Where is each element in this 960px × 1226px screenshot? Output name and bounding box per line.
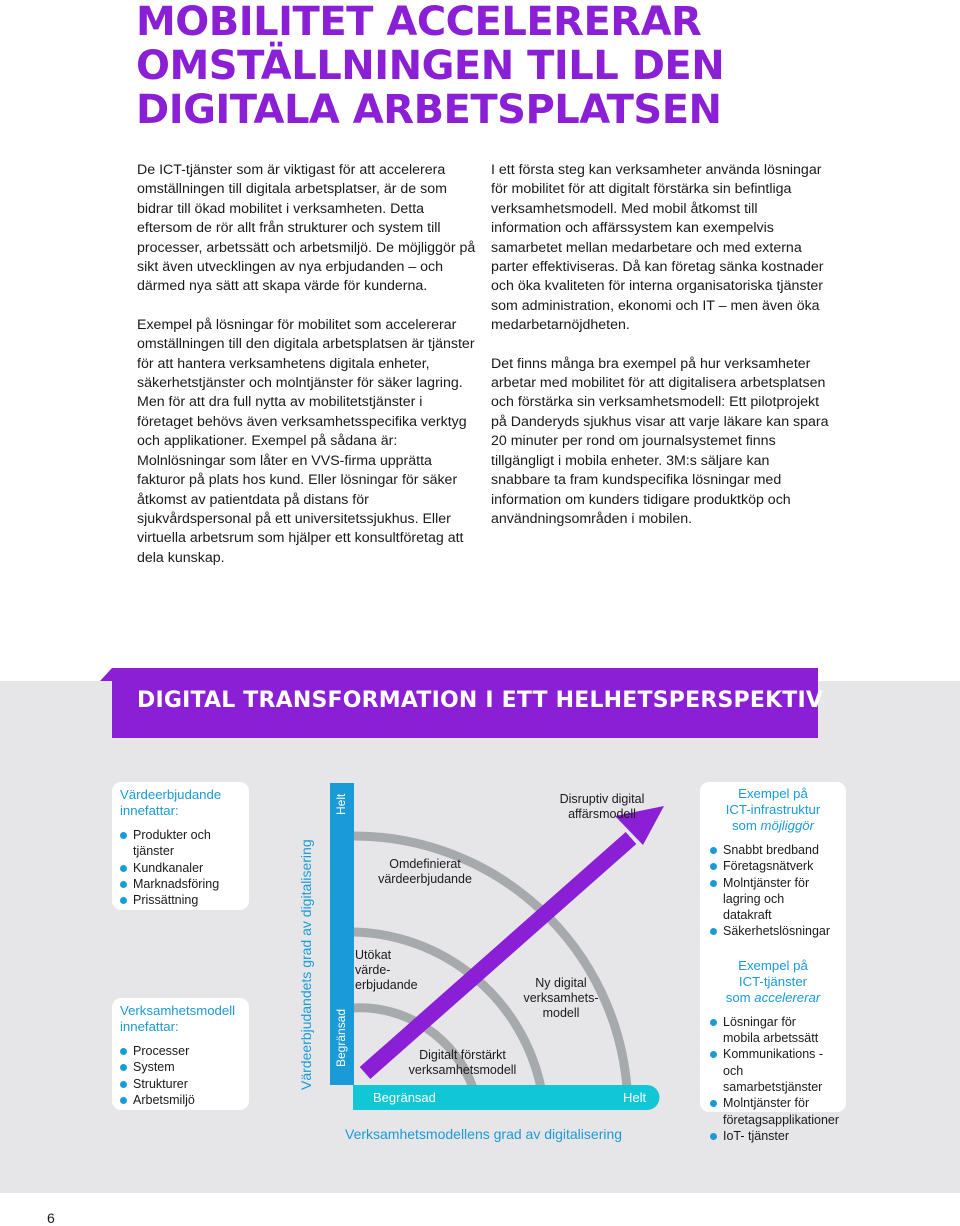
value-heading-line1: Värdeerbjudande: [120, 787, 222, 802]
label-extended-value: Utökat värde-erbjudande: [355, 948, 418, 992]
y-axis-high-label: Helt: [334, 793, 348, 815]
infra-heading-line3a: som: [731, 818, 761, 833]
list-item: Molntjänster för lagring och datakraft: [710, 875, 835, 924]
x-axis-caption: Verksamhetsmodellens grad av digitalisering: [345, 1126, 623, 1142]
list-item: Molntjänster för företagsapplikationer: [710, 1095, 841, 1128]
left-paragraph-2: Exempel på lösningar för mobilitet som accelererar omställningen till den digitala arbetsplatsen är tjänster för att hantera verksamhetens digitala enheter, säkerhetstjänster och molntjänster för säker lagring. Men för att dra full nytta av mobilitetstjänster i företaget behövs även verksamhetsspecifika verktyg och applikationer. Exempel på sådana är: Molnlösningar som låter en VVS-firma upprätta fakturor på plats hos kund. Eller lösningar för säker åtkomst av patientdata på distans för sjukvårdspersonal på ett universitetssjukhus. Eller virtuella arbetsrum som hjälper ett konsultföretag att dela kunskap.: [137, 316, 475, 566]
list-item: System: [120, 1059, 249, 1075]
x-axis-high-label: Helt: [623, 1090, 647, 1105]
list-item: Marknadsföring: [120, 876, 249, 892]
list-item: IoT- tjänster: [710, 1128, 846, 1144]
infra-heading-line2: ICT-infrastruktur: [725, 802, 821, 817]
list-item: Prissättning: [120, 892, 249, 908]
x-axis-low-label: Begränsad: [373, 1090, 436, 1105]
right-paragraph-2: Det finns många bra exempel på hur verksamheter arbetar med mobilitet för att digitalisera arbetsplatsen och förstärka sin verksamhetsmodell: Ett pilotprojekt på Danderyds sjukhus visar att varje läkare kan spara 20 minuter per rond om journalsystemet finns tillgängligt i mobila enheter. 3M:s säljare kan snabbare ta fram kundspecifika lösningar med information om kunders tidigare produktköp och användningsområden i mobilen.: [491, 355, 829, 527]
left-paragraph-1: De ICT-tjänster som är viktigast för att accelerera omställningen till digitala arbetsplatser, är de som bidrar till ökad mobilitet i verksamheten. Detta eftersom de rör allt från strukturer och system till processer, arbetssätt och arbetsmiljö. De möjliggör på sikt även utvecklingen av nya erbjudanden – och därmed nya sätt att skapa värde för kunderna.: [137, 162, 476, 295]
page-number: 6: [47, 1210, 55, 1226]
services-heading-line3b: accelererar: [754, 989, 821, 1005]
y-axis-caption: Värdeerbjudandets grad av digitalisering: [298, 839, 314, 1090]
model-heading-line2: innefattar:: [120, 1019, 179, 1034]
label-disruptive-model: Disruptiv digital affärsmodell: [559, 792, 645, 821]
right-paragraph-1: I ett första steg kan verksamheter använda lösningar för mobilitet för att digitalt förstärka sin befintliga verksamhetsmodell. Med mobil åtkomst till information och affärssystem kan exempelvis samarbetet mellan medarbetare och med externa parter effektiviseras. Då kan företag sänka kostnader och öka kvaliteten för interna organisatoriska tjänster som administration, ekonomi och IT – men även öka medarbetarnöjdheten.: [491, 162, 824, 334]
list-item: Lösningar för mobila arbetssätt: [710, 1014, 831, 1047]
list-item: Strukturer: [120, 1076, 249, 1092]
infra-heading-line1: Exempel på: [738, 786, 808, 801]
list-item: Snabbt bredband: [710, 842, 846, 858]
list-item: Företagsnätverk: [710, 858, 846, 874]
services-heading-line2: ICT-tjänster: [738, 973, 808, 989]
label-redefined-value: Omdefinierat värdeerbjudande: [378, 857, 472, 886]
list-item: Kommunikations - och samarbetstjänster: [710, 1046, 845, 1095]
list-item: Processer: [120, 1043, 249, 1059]
label-enhanced-model: Digitalt förstärkt verksamhetsmodell: [408, 1048, 517, 1077]
list-item: Arbetsmiljö: [120, 1092, 249, 1108]
page-title: MOBILITET ACCELERERAR OMSTÄLLNINGEN TILL DEN DIGITALA ARBETSPLATSEN: [136, 0, 725, 133]
value-heading-line2: innefattar:: [120, 803, 179, 818]
label-new-digital-model: Ny digital verksamhets-modell: [523, 976, 599, 1020]
list-item: Produkter och tjänster: [120, 827, 213, 860]
model-heading-line1: Verksamhetsmodell: [120, 1003, 236, 1018]
services-heading-line3a: som: [725, 989, 755, 1005]
services-heading-line1: Exempel på: [738, 957, 808, 973]
y-axis-low-label: Begränsad: [334, 1008, 348, 1067]
infra-heading-line3b: möjliggör: [760, 818, 815, 833]
list-item: Kundkanaler: [120, 860, 249, 876]
list-item: Säkerhetslösningar: [710, 923, 846, 939]
banner-title: DIGITAL TRANSFORMATION I ETT HELHETSPERSPEKTIV: [137, 688, 824, 713]
